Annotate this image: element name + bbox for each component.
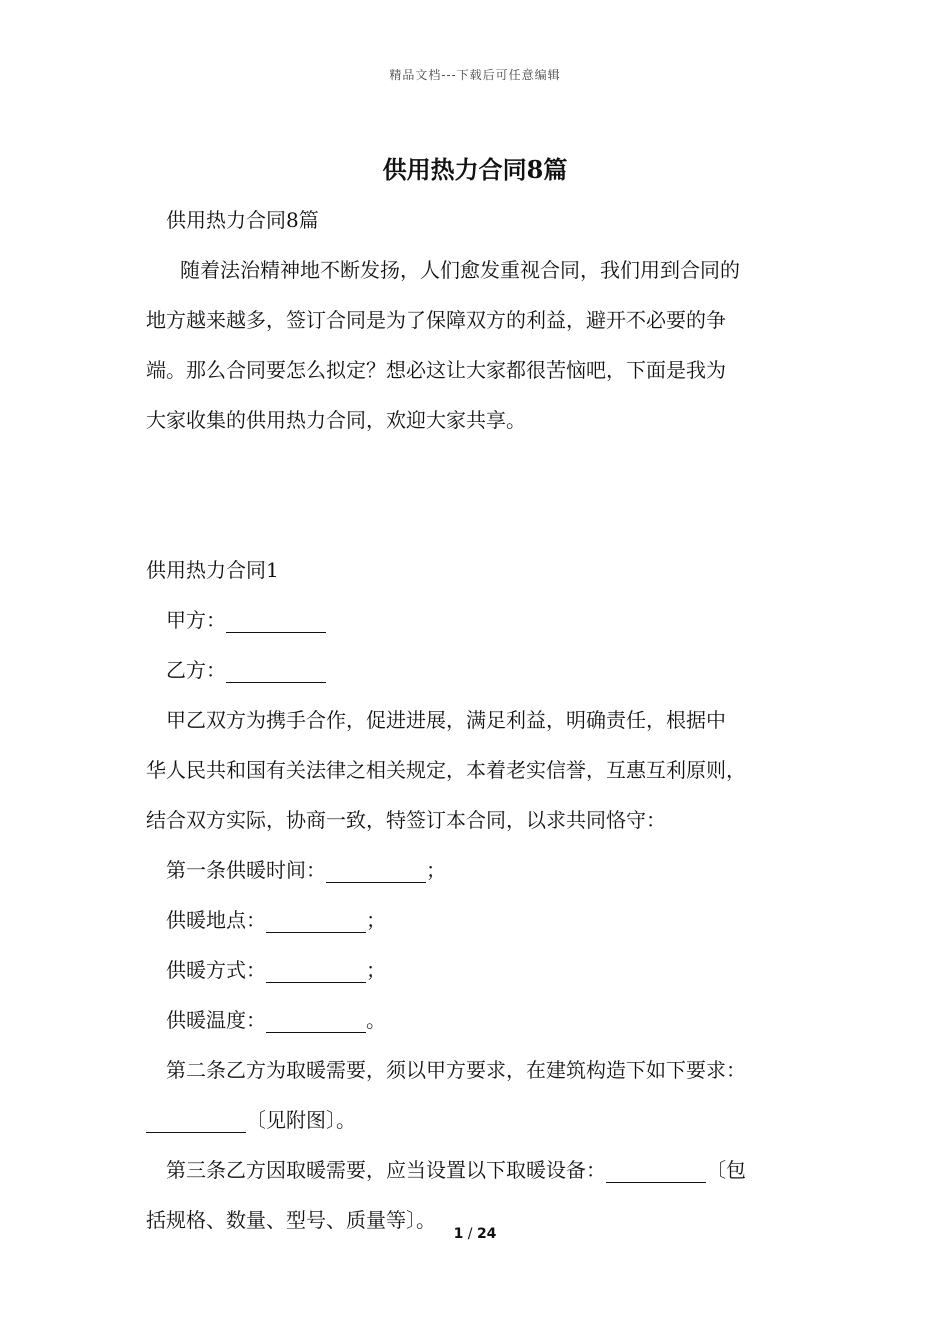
page-current: 1 — [453, 1226, 464, 1242]
article1-method-label: 供暖方式： — [166, 958, 266, 982]
article1-temp-blank — [266, 1006, 366, 1033]
article3-line — [146, 1152, 826, 1202]
article1-temp-line — [146, 1002, 826, 1052]
article1-time-line — [146, 852, 826, 902]
party-a-label: 甲方： — [166, 608, 226, 632]
punctuation: ； — [366, 908, 386, 932]
party-a-blank — [226, 606, 326, 633]
spacer — [146, 452, 826, 552]
intro-line: 端。那么合同要怎么拟定？想必这让大家都很苦恼吧，下面是我为 — [146, 358, 726, 382]
intro-line: 大家收集的供用热力合同，欢迎大家共享。 — [146, 408, 526, 432]
preamble-line: 甲乙双方为携手合作，促进进展，满足利益，明确责任，根据中 — [166, 708, 726, 732]
preamble-line: 华人民共和国有关法律之相关规定，本着老实信誉，互惠互利原则， — [146, 758, 746, 782]
page-header: 精品文档---下载后可任意编辑 — [389, 68, 561, 82]
article3-suffix: 〔包 — [706, 1158, 746, 1182]
party-b-label: 乙方： — [166, 658, 226, 682]
document-body — [146, 202, 826, 1252]
article2-blank — [146, 1106, 246, 1133]
article1-temp-label: 供暖温度： — [166, 1008, 266, 1032]
punctuation: 。 — [366, 1008, 386, 1032]
party-b-blank — [226, 656, 326, 683]
article2-line2 — [146, 1102, 826, 1152]
article3-blank — [606, 1156, 706, 1183]
punctuation: ； — [366, 958, 386, 982]
article1-method-line — [146, 952, 826, 1002]
article3-line2: 括规格、数量、型号、质量等〕。 — [146, 1208, 436, 1232]
article2-suffix: 〔见附图〕。 — [246, 1108, 356, 1132]
contract-heading: 供用热力合同1 — [146, 558, 279, 582]
party-a-line — [146, 602, 826, 652]
article1-place-line — [146, 902, 826, 952]
punctuation: ； — [426, 858, 446, 882]
article1-time-label: 第一条供暖时间： — [166, 858, 326, 882]
party-b-line — [146, 652, 826, 702]
intro-line: 地方越来越多，签订合同是为了保障双方的利益，避开不必要的争 — [146, 308, 726, 332]
intro-line: 随着法治精神地不断发扬，人们愈发重视合同，我们用到合同的 — [180, 258, 740, 282]
subtitle: 供用热力合同8篇 — [166, 208, 319, 232]
page-separator: / — [463, 1226, 477, 1242]
article3-prefix: 第三条乙方因取暖需要，应当设置以下取暖设备： — [166, 1158, 606, 1182]
page-number — [0, 1226, 950, 1242]
page-total: 24 — [476, 1226, 497, 1242]
document-title: 供用热力合同8篇 — [382, 155, 568, 184]
preamble-line: 结合双方实际，协商一致，特签订本合同，以求共同恪守： — [146, 808, 666, 832]
article2-line: 第二条乙方为取暖需要，须以甲方要求，在建筑构造下如下要求： — [166, 1058, 746, 1082]
article1-time-blank — [326, 856, 426, 883]
article1-method-blank — [266, 956, 366, 983]
article1-place-label: 供暖地点： — [166, 908, 266, 932]
article1-place-blank — [266, 906, 366, 933]
